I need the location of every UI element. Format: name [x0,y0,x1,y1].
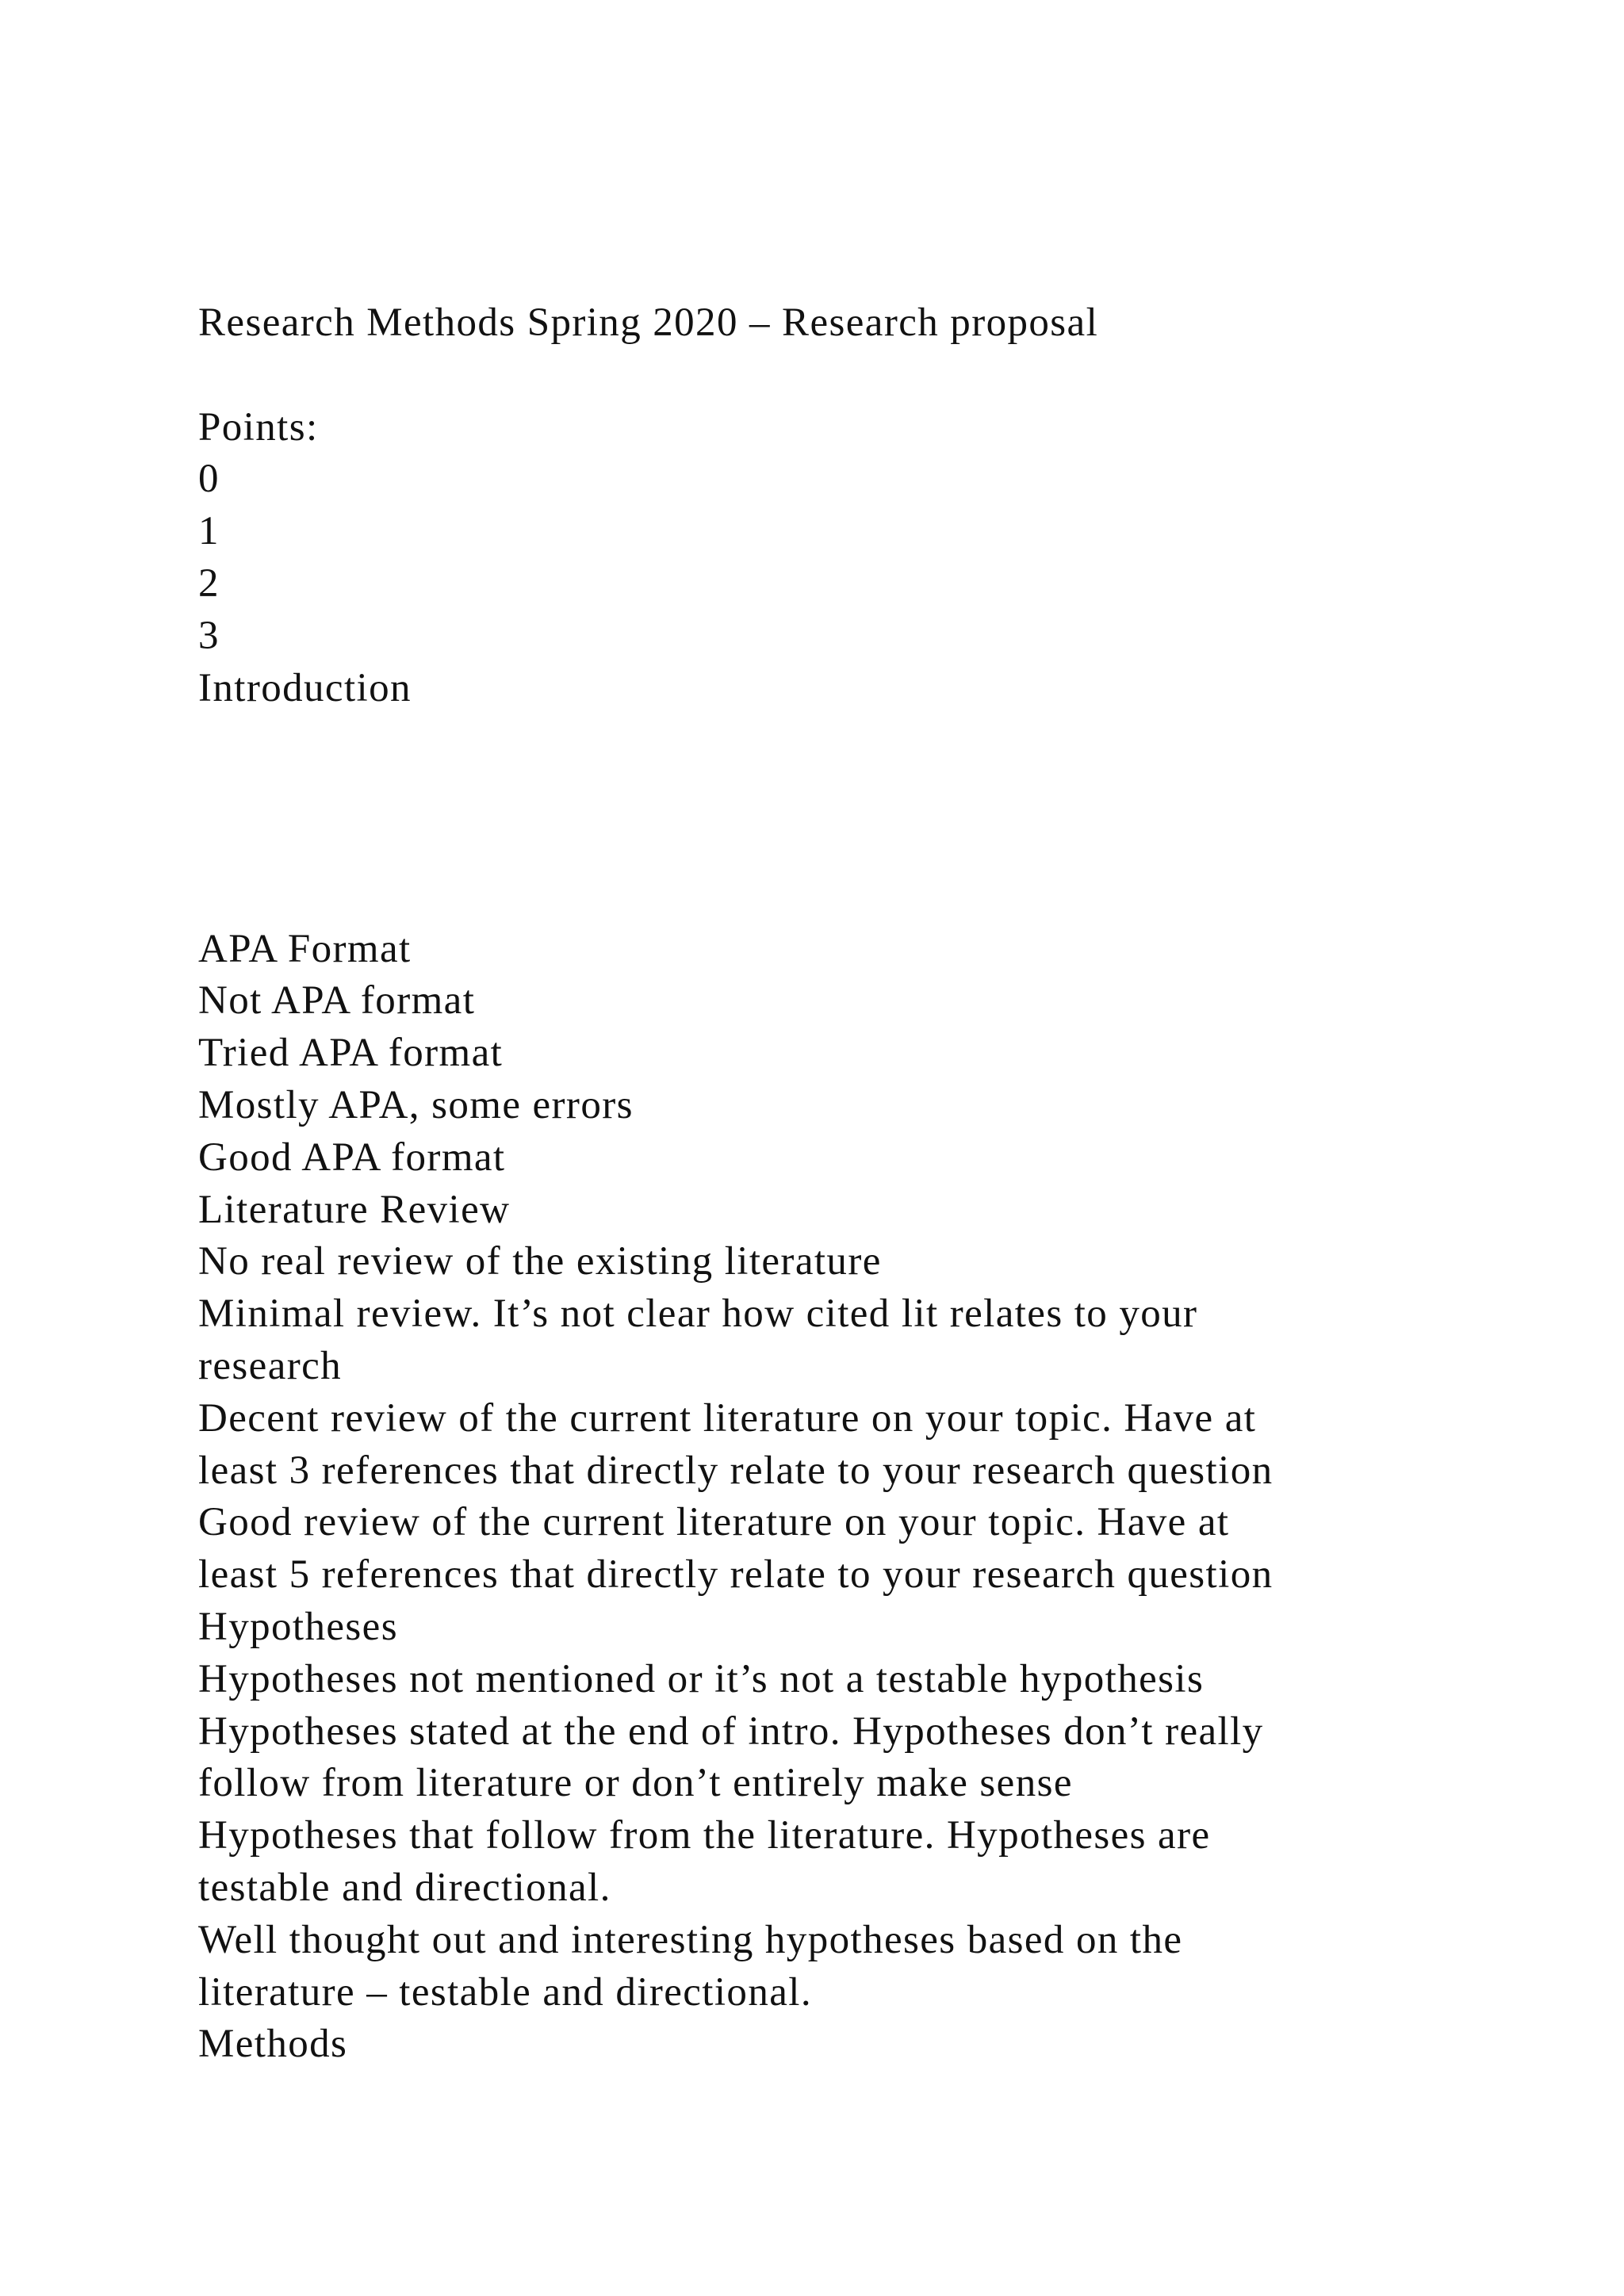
document-title: Research Methods Spring 2020 – Research proposal [198,300,1099,345]
section-heading-introduction: Introduction [198,665,412,710]
apa-level-1: Tried APA format [198,1031,504,1076]
apa-level-2: Mostly APA, some errors [198,1082,634,1127]
section-heading-hypotheses: Hypotheses [198,1604,398,1649]
section-heading-methods: Methods [198,2022,348,2067]
hypotheses-line: testable and directional. [198,1865,611,1910]
apa-level-0: Not APA format [198,978,476,1024]
hypotheses-line: Hypotheses not mentioned or it’s not a testable hypothesis [198,1656,1205,1701]
hypotheses-line: Hypotheses that follow from the literature. Hypotheses are [198,1813,1211,1858]
literature-line: No real review of the existing literature [198,1239,882,1284]
section-heading-literature-review: Literature Review [198,1187,511,1232]
literature-line: Decent review of the current literature on your topic. Have at [198,1395,1257,1441]
points-label: Points: [198,404,319,450]
literature-line: research [198,1343,343,1388]
blank-line [198,871,1467,924]
blank-line [198,767,1467,819]
literature-line: least 3 references that directly relate to your research question [198,1448,1274,1493]
literature-line: Minimal review. It’s not clear how cited lit relates to your [198,1292,1198,1337]
point-value-0: 0 [198,457,220,502]
rubric-text [198,297,1467,2071]
section-heading-apa-format: APA Format [198,926,412,971]
point-value-2: 2 [198,561,220,606]
hypotheses-line: Well thought out and interesting hypotheses based on the [198,1917,1183,1962]
point-value-1: 1 [198,509,220,554]
blank-line [198,350,1467,402]
apa-level-3: Good APA format [198,1135,506,1180]
hypotheses-line: Hypotheses stated at the end of intro. Hypotheses don’t really [198,1709,1264,1754]
hypotheses-line: follow from literature or don’t entirely make sense [198,1761,1073,1806]
literature-line: least 5 references that directly relate to your research question [198,1552,1274,1598]
blank-line [198,714,1467,767]
point-value-3: 3 [198,613,220,658]
literature-line: Good review of the current literature on your topic. Have at [198,1500,1230,1545]
hypotheses-line: literature – testable and directional. [198,1969,812,2015]
blank-line [198,819,1467,871]
